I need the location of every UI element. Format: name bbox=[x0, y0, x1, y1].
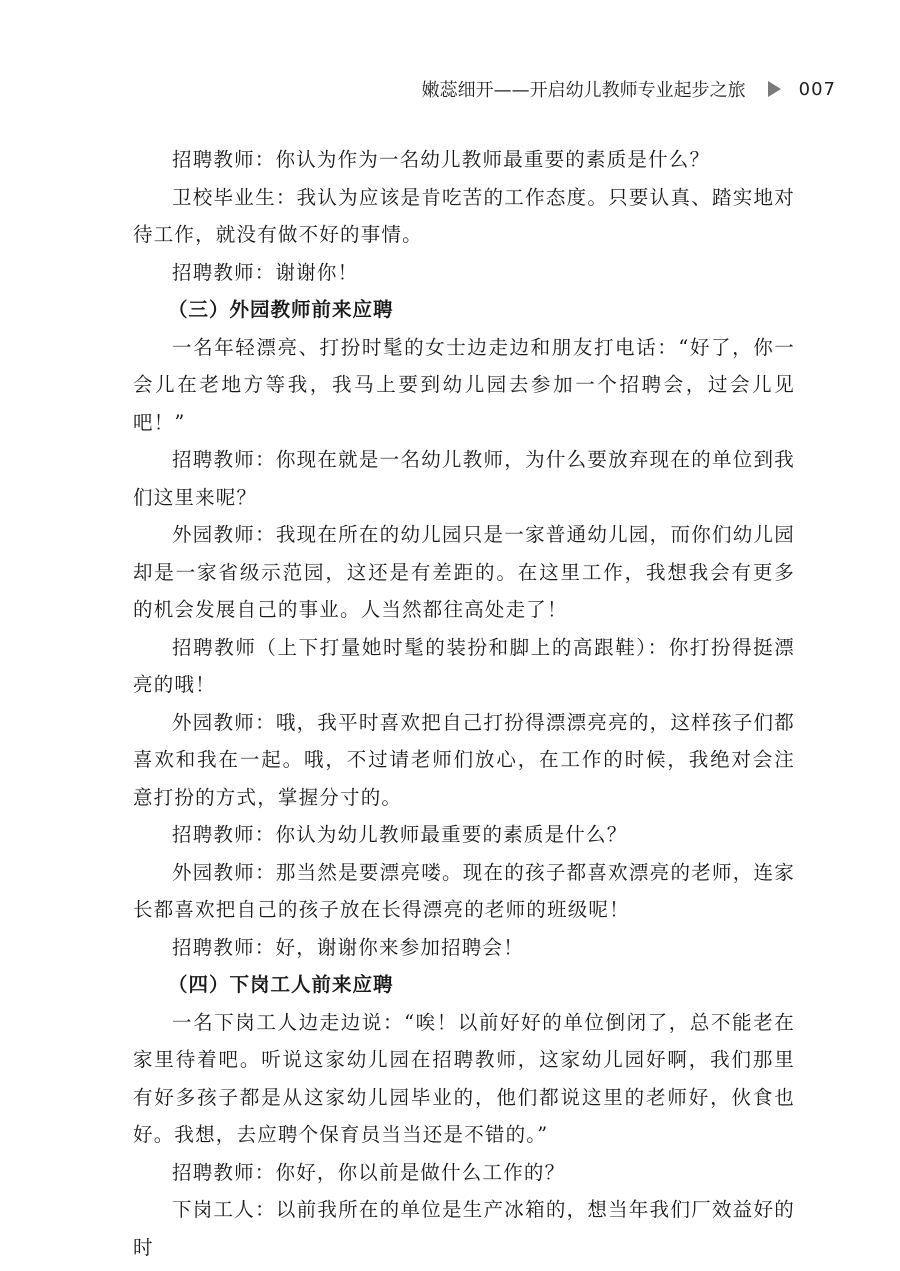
page-number: 007 bbox=[798, 78, 836, 100]
paragraph: 外园教师：那当然是要漂亮喽。现在的孩子都喜欢漂亮的老师，连家长都喜欢把自己的孩子放在长得漂亮的老师的班级呢！ bbox=[133, 860, 795, 921]
paragraph: 一名年轻漂亮、打扮时髦的女士边走边和朋友打电话：“好了，你一会儿在老地方等我，我马上要到幼儿园去参加一个招聘会，过会儿见吧！” bbox=[133, 335, 795, 434]
paragraph: 招聘教师：你好，你以前是做什么工作的？ bbox=[172, 1160, 566, 1184]
paragraph: 招聘教师（上下打量她时髦的装扮和脚上的高跟鞋）：你打扮得挺漂亮的哦！ bbox=[133, 635, 795, 696]
paragraph: 招聘教师：谢谢你！ bbox=[172, 260, 359, 284]
paragraph: 外园教师：我现在所在的幼儿园只是一家普通幼儿园，而你们幼儿园却是一家省级示范园，这还是有差距的。在这里工作，我想我会有更多的机会发展自己的事业。人当然都往高处走了！ bbox=[133, 523, 795, 621]
paragraph: 卫校毕业生：我认为应该是肯吃苦的工作态度。只要认真、踏实地对待工作，就没有做不好的事情。 bbox=[133, 185, 795, 246]
book-title: 嫩蕊细开——开启幼儿教师专业起步之旅 bbox=[421, 80, 746, 101]
paragraph: 一名下岗工人边走边说：“唉！以前好好的单位倒闭了，总不能老在家里待着吧。听说这家幼儿园在招聘教师，这家幼儿园好啊，我们那里有好多孩子都是从这家幼儿园毕业的，他们都说这里的老师好，伙食也好。我想，去应聘个保育员当当还是不错的。” bbox=[133, 1010, 795, 1146]
running-header bbox=[422, 76, 836, 102]
section-heading: （三）外园教师前来应聘 bbox=[168, 298, 394, 321]
paragraph: 招聘教师：你认为作为一名幼儿教师最重要的素质是什么？ bbox=[172, 148, 711, 171]
paragraph: 外园教师：哦，我平时喜欢把自己打扮得漂漂亮亮的，这样孩子们都喜欢和我在一起。哦，不过请老师们放心，在工作的时候，我绝对会注意打扮的方式，掌握分寸的。 bbox=[133, 710, 795, 809]
body-text bbox=[133, 141, 795, 1266]
paragraph: 下岗工人：以前我所在的单位是生产冰箱的，想当年我们厂效益好的时 bbox=[133, 1198, 795, 1259]
triangle-right-icon bbox=[768, 81, 781, 97]
paragraph: 招聘教师：你认为幼儿教师最重要的素质是什么？ bbox=[172, 823, 628, 846]
paragraph: 招聘教师：好，谢谢你来参加招聘会！ bbox=[172, 935, 524, 959]
section-heading: （四）下岗工人前来应聘 bbox=[168, 973, 394, 996]
paragraph: 招聘教师：你现在就是一名幼儿教师，为什么要放弃现在的单位到我们这里来呢？ bbox=[133, 448, 795, 509]
